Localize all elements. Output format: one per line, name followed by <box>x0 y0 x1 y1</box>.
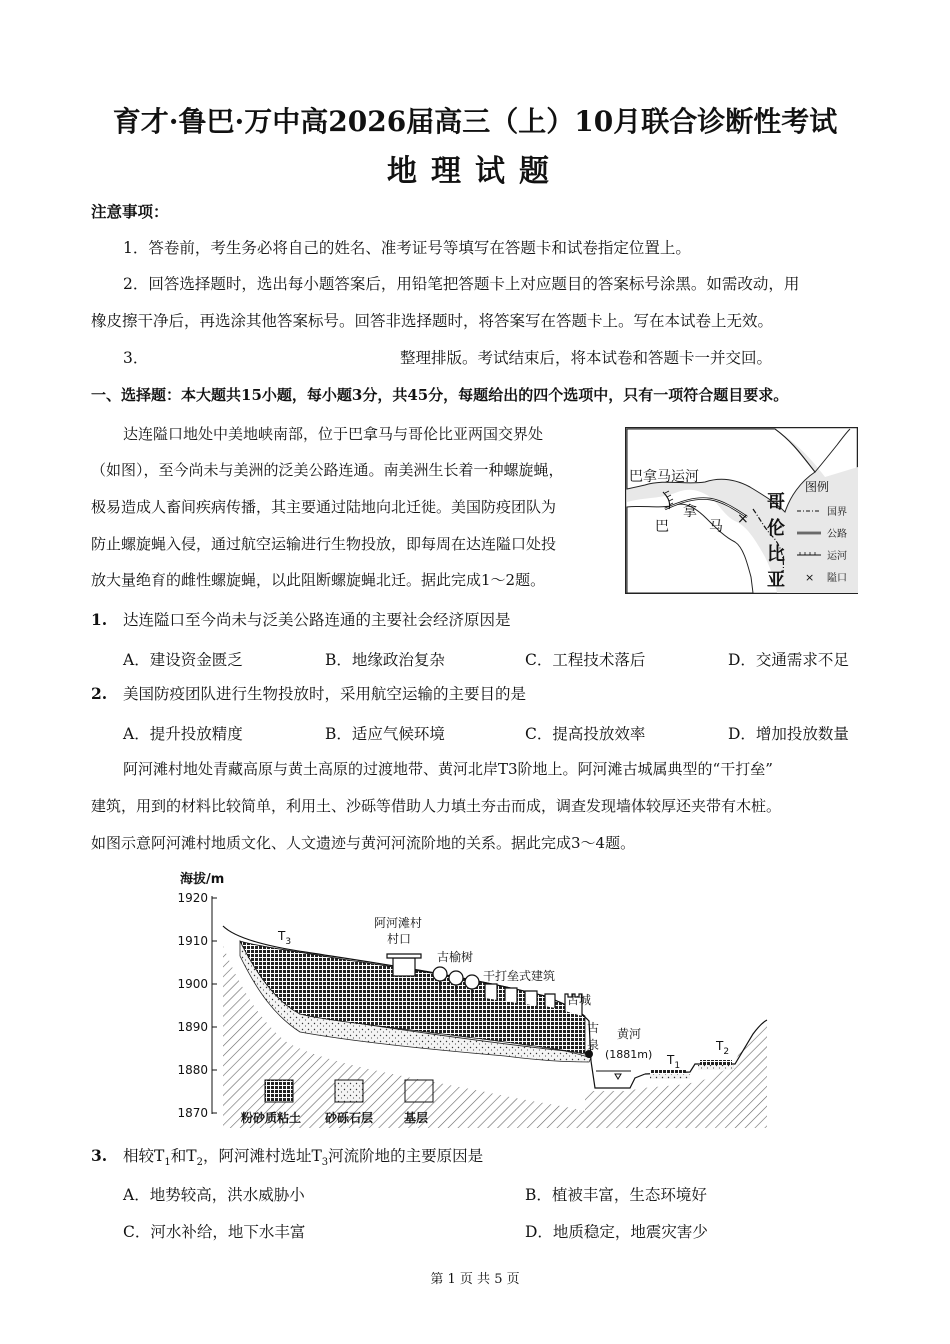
q2-option-c[interactable]: C．提高投放效率 <box>525 725 646 743</box>
panama-char: 马 <box>709 519 723 535</box>
legend-pass-icon: × <box>805 571 815 584</box>
t1-label: $T_1$ <box>667 1053 681 1071</box>
pass-marker-icon: × <box>737 511 749 527</box>
colombia-char: 比 <box>767 544 785 565</box>
spring-label: 古 <box>587 1021 600 1035</box>
notice-heading: 注意事项： <box>91 202 169 221</box>
q3-option-c[interactable]: C．河水补给，地下水丰富 <box>123 1223 306 1241</box>
panama-char: 拿 <box>683 504 697 520</box>
colombia-char: 亚 <box>767 570 785 591</box>
q1-stem: 达连隘口至今尚未与泛美公路连通的主要社会经济原因是 <box>123 611 511 629</box>
old-city-label: 古城 <box>567 993 592 1007</box>
q1-option-a[interactable]: A．建设资金匮乏 <box>123 651 243 669</box>
q2-option-b[interactable]: B．适应气候环境 <box>325 725 445 743</box>
old-elm-label: 古榆树 <box>437 950 474 964</box>
map-legend-title: 图例 <box>805 480 830 494</box>
q2-stem: 美国防疫团队进行生物投放时，采用航空运输的主要目的是 <box>123 685 527 703</box>
passage2-line: 建筑，用到的材料比较简单，利用土、沙砾等借助人力填土夯击而成，调查发现墙体较厚还夹带有木桩。 <box>91 797 782 815</box>
q1-option-c[interactable]: C．工程技术落后 <box>525 651 646 669</box>
legend-pass-label: 隘口 <box>827 573 847 584</box>
village-label: 阿河滩村 <box>374 916 423 930</box>
q2-option-a[interactable]: A．提升投放精度 <box>123 725 243 743</box>
canal-label: 巴拿马运河 <box>629 469 699 485</box>
q3-number: 3. <box>91 1146 108 1165</box>
legend-border-label: 国界 <box>827 507 847 518</box>
q1-number: 1. <box>91 610 108 629</box>
notice-item-2a: 2．回答选择题时，选出每小题答案后，用铅笔把答题卡上对应题目的答案标号涂黑。如需改动，用 <box>123 275 800 293</box>
yellow-river-label: 黄河 <box>617 1027 642 1041</box>
y-tick-label: 1910 <box>177 934 208 948</box>
q2-number: 2. <box>91 684 108 703</box>
y-tick-label: 1920 <box>177 891 208 905</box>
rammed-earth-label: 干打垒式建筑 <box>483 969 556 983</box>
legend-gravel-label: 砂砾石层 <box>325 1111 374 1125</box>
q3-option-d[interactable]: D．地质稳定，地震灾害少 <box>525 1223 708 1241</box>
y-tick-label: 1900 <box>177 977 208 991</box>
passage1-line: 放大量绝育的雌性螺旋蝇，以此阻断螺旋蝇北迁。据此完成1～2题。 <box>91 571 546 589</box>
y-axis-label: 海拔/m <box>180 872 225 887</box>
q3-option-a[interactable]: A．地势较高，洪水威胁小 <box>123 1186 305 1204</box>
notice-item-1: 1．答卷前，考生务必将自己的姓名、准考证号等填写在答题卡和试卷指定位置上。 <box>123 239 691 257</box>
q3-option-b[interactable]: B．植被丰富，生态环境好 <box>525 1186 707 1204</box>
legend-road-label: 公路 <box>827 529 847 540</box>
colombia-char: 伦 <box>767 518 785 539</box>
darien-map <box>625 427 858 594</box>
t2-label: $T_2$ <box>716 1039 730 1057</box>
passage1-line: （如图），至今尚未与美洲的泛美公路连通。南美洲生长着一种螺旋蝇， <box>91 461 564 479</box>
passage1-line: 达连隘口地处中美地峡南部，位于巴拿马与哥伦比亚两国交界处 <box>123 425 544 443</box>
q3-stem: 相较$T_1$和$T_2$，阿河滩村选址$T_3$河流阶地的主要原因是 <box>123 1147 484 1169</box>
q1-option-b[interactable]: B．地缘政治复杂 <box>325 651 445 669</box>
page-footer: 第 1 页 共 5 页 <box>430 1272 520 1287</box>
notice-item-3b: 整理排版。考试结束后，将本试卷和答题卡一并交回。 <box>400 349 773 367</box>
section-heading: 一、选择题：本大题共15小题，每小题3分，共45分，每题给出的四个选项中，只有一项符合题目要求。 <box>91 386 789 404</box>
y-tick-label: 1880 <box>177 1063 208 1077</box>
legend-canal-label: 运河 <box>827 551 847 562</box>
t3-label: $T_3$ <box>278 929 292 947</box>
passage2-line: 如图示意阿河滩村地质文化、人文遗迹与黄河河流阶地的关系。据此完成3～4题。 <box>91 834 636 852</box>
exam-title: 育才·鲁巴·万中高2026届高三（上）10月联合诊断性考试 <box>112 105 838 138</box>
river-elevation-label: (1881m) <box>605 1048 653 1061</box>
y-tick-label: 1870 <box>177 1106 208 1120</box>
q1-option-d[interactable]: D．交通需求不足 <box>728 651 849 669</box>
notice-item-3a: 3． <box>123 349 149 367</box>
passage1-line: 极易造成人畜间疾病传播，其主要通过陆地向北迁徙。美国防疫团队为 <box>91 498 557 516</box>
passage1-line: 防止螺旋蝇入侵，通过航空运输进行生物投放，即每周在达连隘口处投 <box>91 535 557 553</box>
legend-base-label: 基层 <box>404 1111 429 1125</box>
spring-label: 泉 <box>587 1038 600 1052</box>
village-entrance-label: 村口 <box>387 932 412 946</box>
q2-option-d[interactable]: D．增加投放数量 <box>728 725 849 743</box>
exam-subject: 地理试题 <box>387 154 563 189</box>
colombia-char: 哥 <box>767 492 785 513</box>
passage2-line: 阿河滩村地处青藏高原与黄土高原的过渡地带、黄河北岸T3阶地上。阿河滩古城属典型的“干打垒” <box>123 760 773 778</box>
panama-char: 巴 <box>655 519 669 535</box>
y-tick-label: 1890 <box>177 1020 208 1034</box>
notice-item-2b: 橡皮擦干净后，再选涂其他答案标号。回答非选择题时，将答案写在答题卡上。写在本试卷上无效。 <box>91 312 774 330</box>
legend-silt-label: 粉砂质粘土 <box>241 1111 302 1125</box>
terrace-profile-diagram <box>175 866 775 1128</box>
